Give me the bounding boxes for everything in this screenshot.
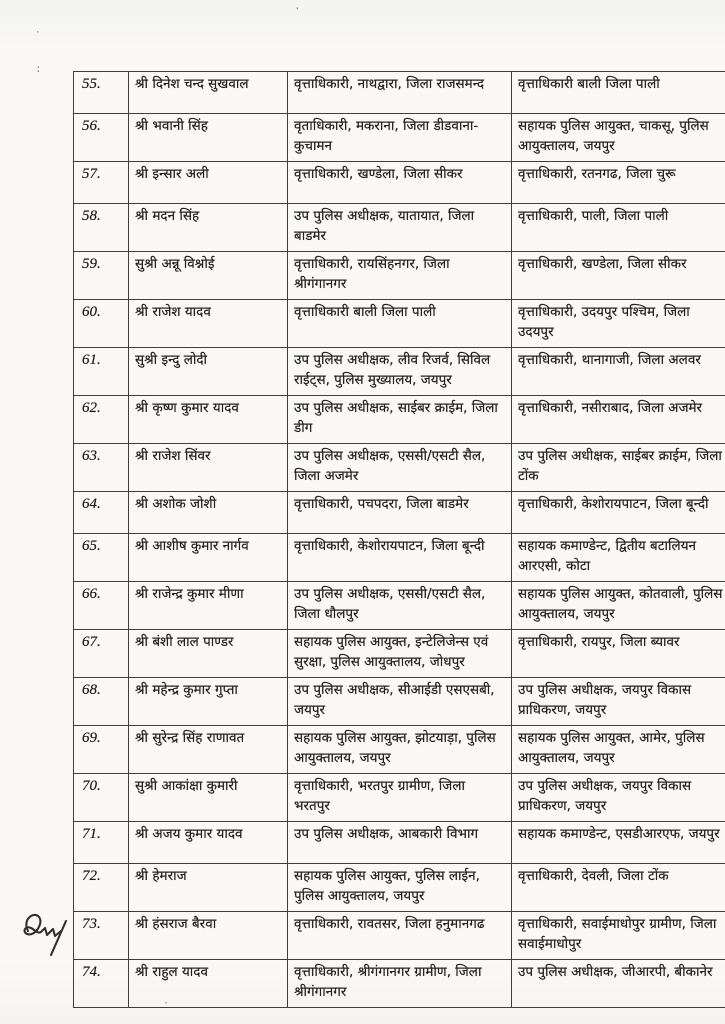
current-posting-cell: वृताधिकारी, मकराना, जिला डीडवाना-कुचामन xyxy=(288,114,512,162)
table-row xyxy=(74,300,725,348)
officer-name-cell: श्री भवानी सिंह xyxy=(129,114,288,162)
officer-name-cell: श्री अजय कुमार यादव xyxy=(129,822,288,864)
current-posting-cell: वृत्ताधिकारी बाली जिला पाली xyxy=(288,300,512,348)
new-posting-cell: वृत्ताधिकारी, उदयपुर पश्चिम, जिला उदयपुर xyxy=(512,300,725,348)
table-row xyxy=(74,162,725,204)
table-row xyxy=(74,492,725,534)
new-posting-cell: वृत्ताधिकारी, खण्डेला, जिला सीकर xyxy=(512,252,725,300)
current-posting-cell: सहायक पुलिस आयुक्त, पुलिस लाईन, पुलिस आयुक्तालय, जयपुर xyxy=(288,864,512,912)
table-row xyxy=(74,204,725,252)
current-posting-cell: वृत्ताधिकारी, भरतपुर ग्रामीण, जिला भरतपुर xyxy=(288,774,512,822)
current-posting-cell: वृत्ताधिकारी, केशोरायपाटन, जिला बून्दी xyxy=(288,534,512,582)
officer-name-cell: श्री महेन्द्र कुमार गुप्ता xyxy=(129,678,288,726)
current-posting-cell: सहायक पुलिस आयुक्त, इन्टेलिजेन्स एवं सुरक्षा, पुलिस आयुक्तालय, जोधपुर xyxy=(288,630,512,678)
current-posting-cell: उप पुलिस अधीक्षक, लीव रिजर्व, सिविल राईट्स, पुलिस मुख्यालय, जयपुर xyxy=(288,348,512,396)
new-posting-cell: वृत्ताधिकारी बाली जिला पाली xyxy=(512,72,725,114)
serial-number-cell: 74. xyxy=(74,960,129,1008)
serial-number-cell: 62. xyxy=(74,396,129,444)
officer-name-cell: श्री हेमराज xyxy=(129,864,288,912)
serial-number-cell: 70. xyxy=(74,774,129,822)
table-row xyxy=(74,822,725,864)
scan-speck: · xyxy=(35,28,41,38)
current-posting-cell: उप पुलिस अधीक्षक, यातायात, जिला बाडमेर xyxy=(288,204,512,252)
officer-name-cell: श्री राजेश यादव xyxy=(129,300,288,348)
new-posting-cell: वृत्ताधिकारी, पाली, जिला पाली xyxy=(512,204,725,252)
new-posting-cell: सहायक कमाण्डेन्ट, द्वितीय बटालियन आरएसी, कोटा xyxy=(512,534,725,582)
serial-number-cell: 56. xyxy=(74,114,129,162)
new-posting-cell: उप पुलिस अधीक्षक, साईबर क्राईम, जिला टोंक xyxy=(512,444,725,492)
current-posting-cell: सहायक पुलिस आयुक्त, झोटयाड़ा, पुलिस आयुक्तालय, जयपुर xyxy=(288,726,512,774)
serial-number-cell: 64. xyxy=(74,492,129,534)
table-row xyxy=(74,72,725,114)
table-row xyxy=(74,534,725,582)
serial-number-cell: 60. xyxy=(74,300,129,348)
current-posting-cell: वृत्ताधिकारी, रायसिंहनगर, जिला श्रीगंगानगर xyxy=(288,252,512,300)
current-posting-cell: उप पुलिस अधीक्षक, सीआईडी एसएसबी, जयपुर xyxy=(288,678,512,726)
table-row xyxy=(74,912,725,960)
serial-number-cell: 57. xyxy=(74,162,129,204)
serial-number-cell: 55. xyxy=(74,72,129,114)
new-posting-cell: वृत्ताधिकारी, रायपुर, जिला ब्यावर xyxy=(512,630,725,678)
serial-number-cell: 59. xyxy=(74,252,129,300)
serial-number-cell: 61. xyxy=(74,348,129,396)
scan-speck: · xyxy=(163,998,170,1009)
officer-name-cell: श्री कृष्ण कुमार यादव xyxy=(129,396,288,444)
current-posting-cell: वृत्ताधिकारी, खण्डेला, जिला सीकर xyxy=(288,162,512,204)
table-row xyxy=(74,252,725,300)
new-posting-cell: उप पुलिस अधीक्षक, जीआरपी, बीकानेर xyxy=(512,960,725,1008)
new-posting-cell: सहायक कमाण्डेन्ट, एसडीआरएफ, जयपुर xyxy=(512,822,725,864)
current-posting-cell: वृत्ताधिकारी, पचपदरा, जिला बाडमेर xyxy=(288,492,512,534)
scan-speck: : xyxy=(35,62,42,75)
officer-name-cell: सुश्री इन्दु लोदी xyxy=(129,348,288,396)
new-posting-cell: वृत्ताधिकारी, नसीराबाद, जिला अजमेर xyxy=(512,396,725,444)
new-posting-cell: वृत्ताधिकारी, थानागाजी, जिला अलवर xyxy=(512,348,725,396)
new-posting-cell: वृत्ताधिकारी, रतनगढ, जिला चुरू xyxy=(512,162,725,204)
transfer-table-body xyxy=(74,72,725,1008)
officer-name-cell: श्री हंसराज बैरवा xyxy=(129,912,288,960)
current-posting-cell: वृत्ताधिकारी, रावतसर, जिला हनुमानगढ xyxy=(288,912,512,960)
officer-name-cell: श्री दिनेश चन्द सुखवाल xyxy=(129,72,288,114)
officer-name-cell: श्री अशोक जोशी xyxy=(129,492,288,534)
current-posting-cell: वृत्ताधिकारी, नाथद्वारा, जिला राजसमन्द xyxy=(288,72,512,114)
current-posting-cell: उप पुलिस अधीक्षक, एससी/एसटी सैल, जिला अजमेर xyxy=(288,444,512,492)
serial-number-cell: 66. xyxy=(74,582,129,630)
table-row xyxy=(74,726,725,774)
officer-name-cell: श्री बंशी लाल पाण्डर xyxy=(129,630,288,678)
new-posting-cell: वृत्ताधिकारी, सवाईमाधोपुर ग्रामीण, जिला सवाईमाधोपुर xyxy=(512,912,725,960)
officer-transfer-table xyxy=(73,71,725,1008)
new-posting-cell: सहायक पुलिस आयुक्त, कोतवाली, पुलिस आयुक्तालय, जयपुर xyxy=(512,582,725,630)
new-posting-cell: वृत्ताधिकारी, केशोरायपाटन, जिला बून्दी xyxy=(512,492,725,534)
table-row xyxy=(74,114,725,162)
table-row xyxy=(74,678,725,726)
table-row xyxy=(74,396,725,444)
serial-number-cell: 68. xyxy=(74,678,129,726)
officer-name-cell: श्री आशीष कुमार नार्गव xyxy=(129,534,288,582)
new-posting-cell: सहायक पुलिस आयुक्त, चाकसू, पुलिस आयुक्तालय, जयपुर xyxy=(512,114,725,162)
serial-number-cell: 71. xyxy=(74,822,129,864)
new-posting-cell: उप पुलिस अधीक्षक, जयपुर विकास प्राधिकरण, जयपुर xyxy=(512,678,725,726)
officer-name-cell: श्री राहुल यादव xyxy=(129,960,288,1008)
table-row xyxy=(74,444,725,492)
current-posting-cell: उप पुलिस अधीक्षक, साईबर क्राईम, जिला डीग xyxy=(288,396,512,444)
current-posting-cell: उप पुलिस अधीक्षक, एससी/एसटी सैल, जिला धौलपुर xyxy=(288,582,512,630)
officer-name-cell: श्री इन्सार अली xyxy=(129,162,288,204)
table-row xyxy=(74,864,725,912)
signature-scribble xyxy=(14,905,74,965)
serial-number-cell: 73. xyxy=(74,912,129,960)
serial-number-cell: 63. xyxy=(74,444,129,492)
current-posting-cell: उप पुलिस अधीक्षक, आबकारी विभाग xyxy=(288,822,512,864)
table-row xyxy=(74,582,725,630)
current-posting-cell: वृत्ताधिकारी, श्रीगंगानगर ग्रामीण, जिला श्रीगंगानगर xyxy=(288,960,512,1008)
table-row xyxy=(74,348,725,396)
scan-speck: · xyxy=(294,2,301,15)
serial-number-cell: 65. xyxy=(74,534,129,582)
serial-number-cell: 72. xyxy=(74,864,129,912)
serial-number-cell: 58. xyxy=(74,204,129,252)
new-posting-cell: सहायक पुलिस आयुक्त, आमेर, पुलिस आयुक्तालय, जयपुर xyxy=(512,726,725,774)
officer-name-cell: श्री राजेश सिंवर xyxy=(129,444,288,492)
officer-name-cell: श्री सुरेन्द्र सिंह राणावत xyxy=(129,726,288,774)
table-row xyxy=(74,774,725,822)
officer-name-cell: श्री राजेन्द्र कुमार मीणा xyxy=(129,582,288,630)
officer-name-cell: श्री मदन सिंह xyxy=(129,204,288,252)
new-posting-cell: वृत्ताधिकारी, देवली, जिला टोंक xyxy=(512,864,725,912)
new-posting-cell: उप पुलिस अधीक्षक, जयपुर विकास प्राधिकरण, जयपुर xyxy=(512,774,725,822)
officer-name-cell: सुश्री आकांक्षा कुमारी xyxy=(129,774,288,822)
table-row xyxy=(74,630,725,678)
serial-number-cell: 69. xyxy=(74,726,129,774)
officer-name-cell: सुश्री अन्नू विश्नोई xyxy=(129,252,288,300)
serial-number-cell: 67. xyxy=(74,630,129,678)
table-row xyxy=(74,960,725,1008)
